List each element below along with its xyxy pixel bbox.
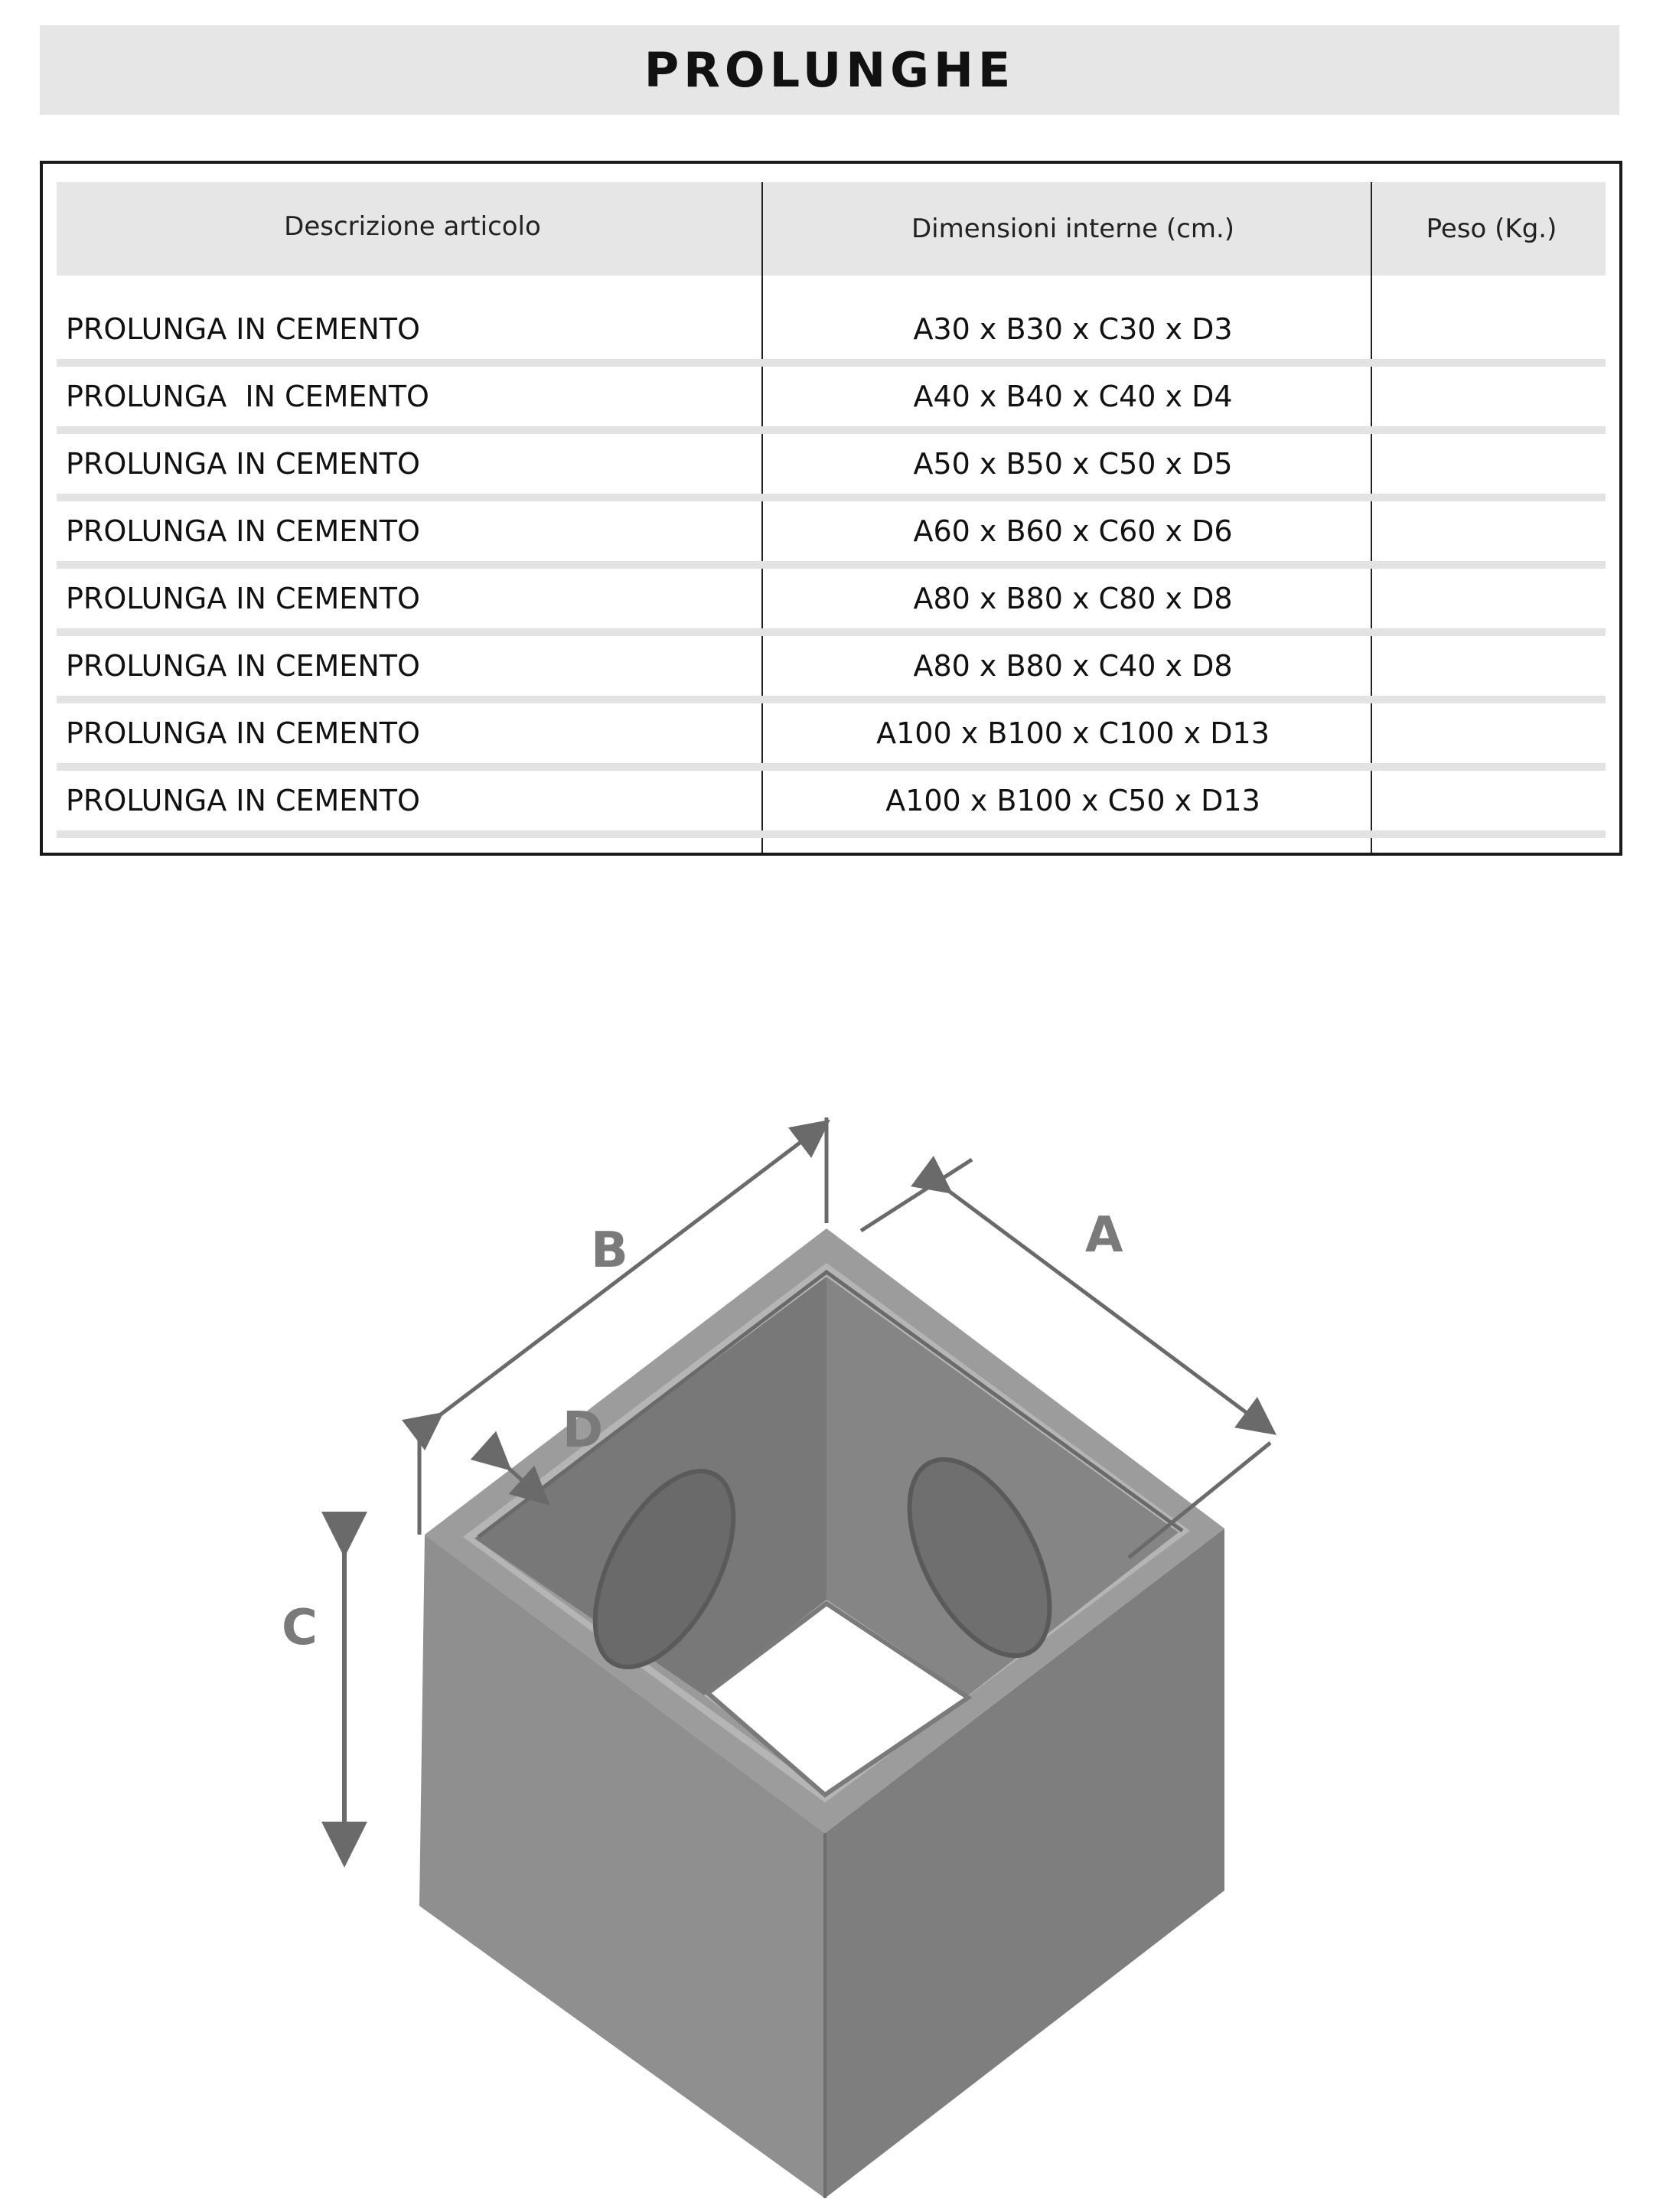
table-row (57, 771, 1606, 838)
row-separator (57, 696, 1606, 703)
title-band (40, 25, 1619, 115)
row-dimensions: A50 x B50 x C50 x D5 (913, 447, 1233, 481)
row-separator (57, 561, 1606, 569)
table-header (57, 182, 1606, 276)
row-separator (57, 628, 1606, 636)
row-description: PROLUNGA IN CEMENTO (66, 784, 420, 817)
row-weight (1378, 367, 1606, 426)
table-row (57, 501, 1606, 569)
row-weight (1378, 299, 1606, 359)
row-weight (1378, 703, 1606, 763)
row-weight (1378, 771, 1606, 830)
page-title: PROLUNGHE (644, 42, 1016, 98)
row-description: PROLUNGA IN CEMENTO (66, 649, 420, 683)
row-separator (57, 494, 1606, 501)
table-row (57, 434, 1606, 501)
row-dimensions: A40 x B40 x C40 x D4 (913, 380, 1233, 413)
table-row (57, 703, 1606, 771)
row-description: PROLUNGA IN CEMENTO (66, 716, 420, 750)
row-separator (57, 426, 1606, 434)
row-dimensions: A80 x B80 x C80 x D8 (913, 582, 1233, 615)
row-dimensions: A100 x B100 x C100 x D13 (876, 716, 1270, 750)
row-weight (1378, 434, 1606, 494)
product-table (40, 161, 1622, 856)
extension-ring-diagram (0, 1072, 1653, 2212)
label-d: D (562, 1402, 604, 1459)
row-dimensions: A60 x B60 x C60 x D6 (913, 514, 1233, 548)
row-description: PROLUNGA IN CEMENTO (66, 447, 420, 481)
row-separator (57, 763, 1606, 771)
table-row (57, 569, 1606, 636)
row-dimensions: A30 x B30 x C30 x D3 (913, 312, 1233, 346)
row-weight (1378, 636, 1606, 696)
table-row (57, 367, 1606, 434)
label-c: C (282, 1600, 318, 1656)
row-description: PROLUNGA IN CEMENTO (66, 312, 420, 346)
row-dimensions: A100 x B100 x C50 x D13 (885, 784, 1260, 817)
row-description: PROLUNGA IN CEMENTO (66, 380, 429, 413)
row-separator (57, 830, 1606, 838)
row-separator (57, 359, 1606, 367)
header-weight: Peso (Kg.) (1426, 214, 1557, 244)
row-dimensions: A80 x B80 x C40 x D8 (913, 649, 1233, 683)
row-description: PROLUNGA IN CEMENTO (66, 582, 420, 615)
table-row (57, 636, 1606, 703)
row-description: PROLUNGA IN CEMENTO (66, 514, 420, 548)
header-dimensions: Dimensioni interne (cm.) (911, 214, 1235, 244)
label-b: B (591, 1222, 628, 1279)
row-weight (1378, 501, 1606, 561)
row-weight (1378, 569, 1606, 628)
header-description: Descrizione articolo (284, 211, 541, 242)
table-row (57, 299, 1606, 367)
label-a: A (1085, 1207, 1123, 1264)
